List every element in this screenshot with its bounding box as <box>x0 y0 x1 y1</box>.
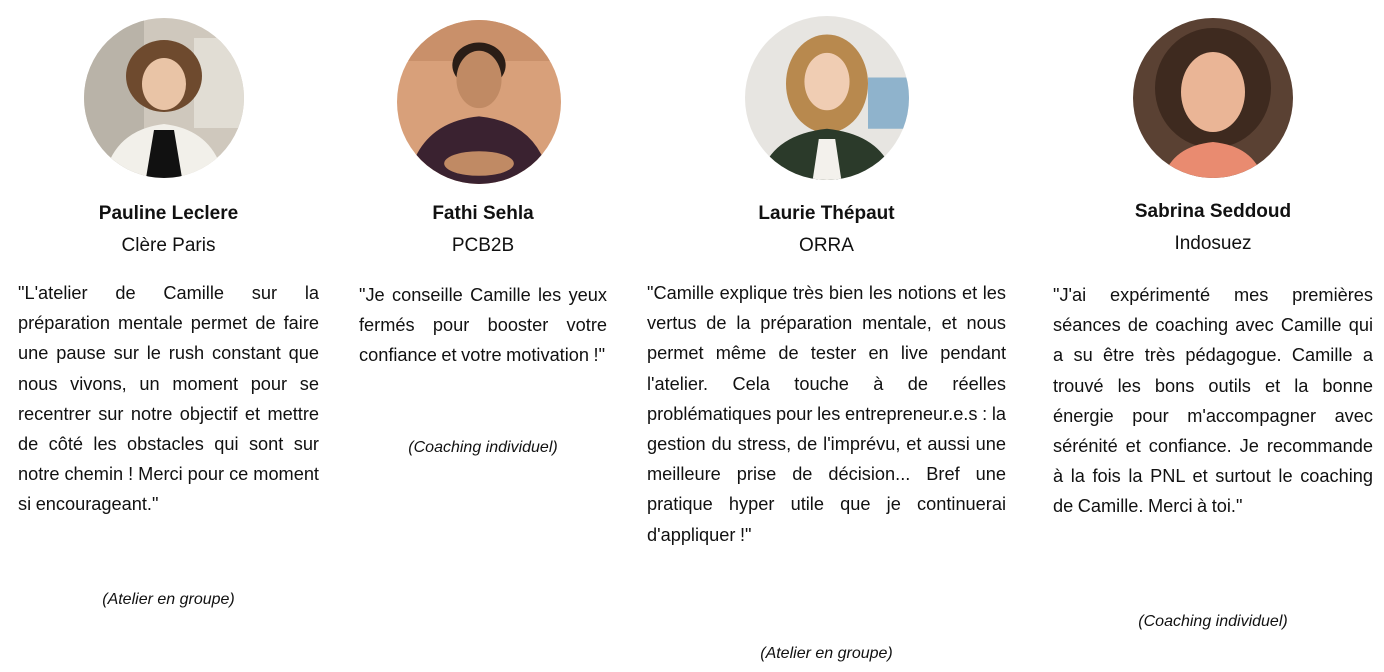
session-type: (Atelier en groupe) <box>760 645 893 662</box>
portrait-icon <box>397 20 561 184</box>
author-company: Clère Paris <box>121 235 216 256</box>
session-type: (Atelier en groupe) <box>102 591 235 608</box>
testimonial-card-pauline <box>18 0 319 620</box>
testimonial-card-laurie <box>647 0 1006 672</box>
session-type: (Coaching individuel) <box>1138 613 1288 630</box>
author-company: PCB2B <box>451 235 515 256</box>
testimonial-quote: "J'ai expérimenté mes premières séances de coaching avec Camille qui a su être très pédagogue. Camille a trouvé les bons outils et la bonne énergie pour m'accompagner avec sérénité et confiance. Je recommande à la fois la PNL et surtout le coaching de Camille. Merci à toi." <box>1053 285 1373 517</box>
portrait-icon <box>745 16 909 180</box>
testimonial-quote: "L'atelier de Camille sur la préparation mentale permet de faire une pause sur le rush constant que nous vivons, un moment pour se recentrer sur notre objectif et mettre de côté les obstacles qui sont sur notre chemin ! Merci pour ce moment si encourageant." <box>18 283 319 515</box>
avatar-photo <box>1133 18 1293 178</box>
avatar-photo <box>397 20 561 184</box>
avatar-photo <box>745 16 909 180</box>
author-name: Fathi Sehla <box>432 203 534 224</box>
avatar-photo <box>84 18 244 178</box>
portrait-icon <box>84 18 244 178</box>
testimonial-card-fathi <box>359 0 607 620</box>
author-name: Laurie Thépaut <box>758 203 895 224</box>
testimonial-card-sabrina <box>1053 0 1373 640</box>
testimonial-quote: "Camille explique très bien les notions et les vertus de la préparation mentale, et nous permet même de tester en live pendant l'atelier. Cela touche à de réelles problématiques pour les entrepreneur.e.s : la gestion du stress, de l'imprévu, et aussi une meilleure prise de décision... Bref une pratique hyper utile que je continuerai d'appliquer !" <box>647 283 1006 545</box>
author-name: Pauline Leclere <box>98 203 239 224</box>
author-name: Sabrina Seddoud <box>1134 201 1292 222</box>
portrait-icon <box>1133 18 1293 178</box>
author-company: Indosuez <box>1174 233 1252 254</box>
testimonial-quote: "Je conseille Camille les yeux fermés pour booster votre confiance et votre motivation !" <box>359 285 607 366</box>
author-company: ORRA <box>799 235 854 256</box>
session-type: (Coaching individuel) <box>408 439 558 456</box>
